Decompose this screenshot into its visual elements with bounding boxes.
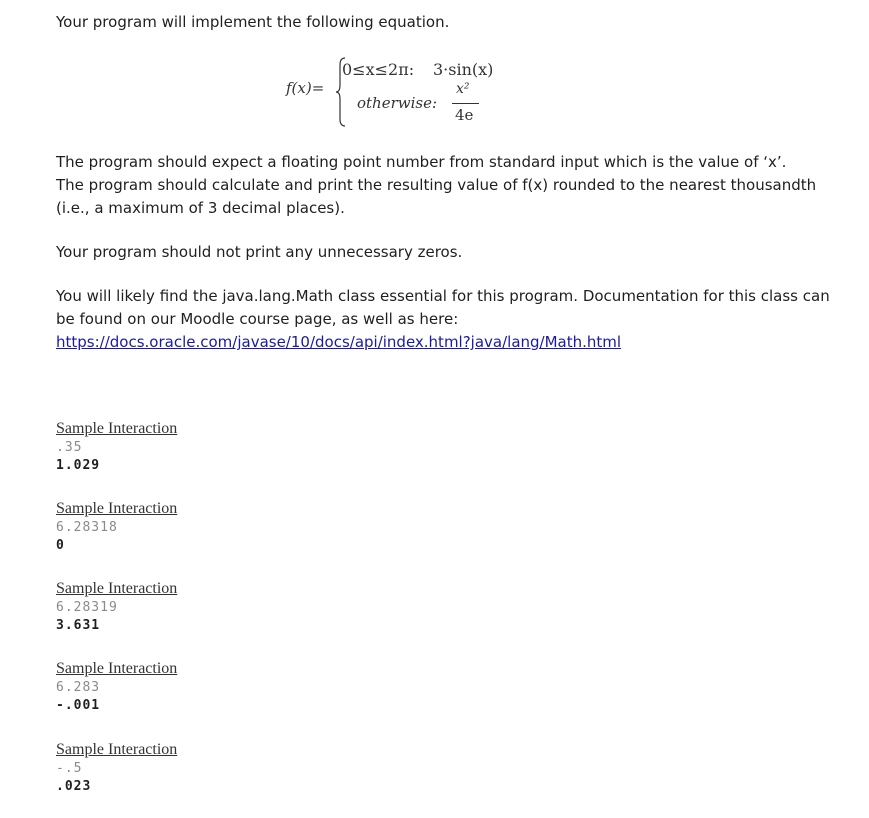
- sample-input: 6.283: [56, 680, 101, 695]
- sample-output: 0: [56, 538, 65, 553]
- documentation-link[interactable]: https://docs.oracle.com/javase/10/docs/api/index.html?java/lang/Math.html: [56, 333, 622, 351]
- equation-lhs: f(x)=: [286, 79, 325, 97]
- fraction-bar: [452, 103, 479, 104]
- sample-title: Sample Interaction: [56, 420, 178, 437]
- sample-input: .35: [56, 440, 83, 455]
- sample-input: 6.28318: [56, 520, 118, 535]
- sample-title: Sample Interaction: [56, 660, 178, 677]
- description-line-2: The program should calculate and print the resulting value of f(x) rounded to the nearest thousandth: [56, 176, 817, 194]
- sample-output: 3.631: [56, 618, 101, 633]
- case2-numerator: x²: [456, 81, 470, 97]
- piecewise-equation: [0, 0, 869, 140]
- sample-output: 1.029: [56, 458, 101, 473]
- math-class-line-2: be found on our Moodle course page, as well as here:: [56, 310, 459, 328]
- case1-condition: 0≤x≤2π:: [342, 60, 415, 79]
- sample-output: .023: [56, 779, 92, 794]
- description-line-1: The program should expect a floating point number from standard input which is the value of ‘x’.: [56, 153, 787, 171]
- math-class-line-1: You will likely find the java.lang.Math class essential for this program. Documentation for this class can: [56, 287, 830, 305]
- sample-input: -.5: [56, 761, 83, 776]
- sample-title: Sample Interaction: [56, 741, 178, 758]
- zeros-note: Your program should not print any unnecessary zeros.: [56, 243, 463, 261]
- case1-value: 3·sin(x): [433, 60, 494, 79]
- sample-input: 6.28319: [56, 600, 118, 615]
- case2-denominator: 4e: [455, 106, 474, 124]
- description-line-3: (i.e., a maximum of 3 decimal places).: [56, 199, 345, 217]
- case2-condition: otherwise:: [357, 94, 438, 112]
- intro-text: Your program will implement the following equation.: [56, 13, 450, 31]
- sample-output: -.001: [56, 698, 101, 713]
- sample-title: Sample Interaction: [56, 500, 178, 517]
- sample-title: Sample Interaction: [56, 580, 178, 597]
